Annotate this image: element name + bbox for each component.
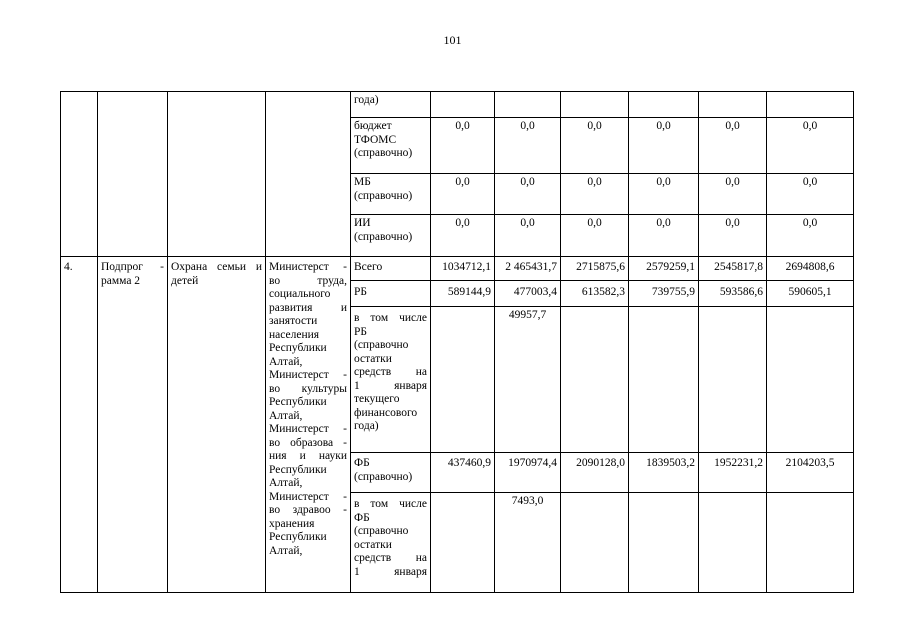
value-cell: 2694808,6 bbox=[767, 257, 854, 281]
source-cell: ФБ (справочно) bbox=[351, 453, 431, 493]
value-cell bbox=[431, 493, 495, 593]
value-cell bbox=[699, 493, 767, 593]
source-cell: ИИ (справочно) bbox=[351, 215, 431, 257]
page-number: 101 bbox=[443, 33, 462, 47]
value-cell bbox=[699, 92, 767, 118]
title-cell bbox=[168, 92, 266, 257]
value-cell bbox=[767, 493, 854, 593]
value-cell: 0,0 bbox=[495, 174, 561, 215]
value-cell bbox=[561, 307, 629, 453]
value-cell: 0,0 bbox=[629, 174, 699, 215]
source-cell: МБ (справочно) bbox=[351, 174, 431, 215]
value-cell: 437460,9 bbox=[431, 453, 495, 493]
value-cell: 1952231,2 bbox=[699, 453, 767, 493]
value-cell: 0,0 bbox=[431, 215, 495, 257]
value-cell bbox=[561, 493, 629, 593]
source-cell: года) bbox=[351, 92, 431, 118]
value-cell: 0,0 bbox=[767, 174, 854, 215]
number-cell bbox=[61, 92, 98, 257]
program-number: 4. bbox=[61, 257, 98, 593]
value-cell bbox=[629, 493, 699, 593]
table-row bbox=[61, 257, 854, 281]
value-cell: 590605,1 bbox=[767, 281, 854, 307]
value-cell: 0,0 bbox=[767, 118, 854, 174]
value-cell: 1970974,4 bbox=[495, 453, 561, 493]
value-cell: 2545817,8 bbox=[699, 257, 767, 281]
name-cell bbox=[98, 92, 168, 257]
value-cell: 0,0 bbox=[699, 215, 767, 257]
value-cell: 0,0 bbox=[629, 118, 699, 174]
value-cell: 49957,7 bbox=[495, 307, 561, 453]
value-cell: 0,0 bbox=[495, 118, 561, 174]
program-name: Подпрог - рамма 2 bbox=[98, 257, 168, 593]
budget-table bbox=[60, 91, 854, 593]
value-cell: 0,0 bbox=[699, 174, 767, 215]
value-cell: 2 465431,7 bbox=[495, 257, 561, 281]
value-cell: 613582,3 bbox=[561, 281, 629, 307]
program-executors: Министерст - во труда, социального развития и занятости населения Республики Алтай, Министерст - во культуры Республики Алтай, Министерст - во образова - ния и науки Республики Алтай, Министерст - во здравоо - хранения Республики Алтай, bbox=[266, 257, 351, 593]
source-cell: Всего bbox=[351, 257, 431, 281]
value-cell: 0,0 bbox=[431, 118, 495, 174]
value-cell bbox=[431, 92, 495, 118]
value-cell: 0,0 bbox=[561, 215, 629, 257]
source-cell: бюджет ТФОМС (справочно) bbox=[351, 118, 431, 174]
value-cell: 2579259,1 bbox=[629, 257, 699, 281]
value-cell: 1839503,2 bbox=[629, 453, 699, 493]
value-cell: 739755,9 bbox=[629, 281, 699, 307]
value-cell bbox=[767, 307, 854, 453]
value-cell bbox=[699, 307, 767, 453]
value-cell: 0,0 bbox=[431, 174, 495, 215]
source-cell: в том числе ФБ (справочно остатки средств на 1 января bbox=[351, 493, 431, 593]
value-cell bbox=[495, 92, 561, 118]
table-row bbox=[61, 92, 854, 118]
source-cell: в том числе РБ (справочно остатки средств на 1 января текущего финансового года) bbox=[351, 307, 431, 453]
source-cell: РБ bbox=[351, 281, 431, 307]
value-cell: 2090128,0 bbox=[561, 453, 629, 493]
value-cell: 1034712,1 bbox=[431, 257, 495, 281]
value-cell: 0,0 bbox=[495, 215, 561, 257]
value-cell: 7493,0 bbox=[495, 493, 561, 593]
value-cell bbox=[767, 92, 854, 118]
value-cell bbox=[629, 92, 699, 118]
value-cell: 589144,9 bbox=[431, 281, 495, 307]
executor-cell bbox=[266, 92, 351, 257]
value-cell: 0,0 bbox=[767, 215, 854, 257]
value-cell bbox=[431, 307, 495, 453]
value-cell: 0,0 bbox=[699, 118, 767, 174]
value-cell: 2715875,6 bbox=[561, 257, 629, 281]
value-cell bbox=[561, 92, 629, 118]
value-cell bbox=[629, 307, 699, 453]
value-cell: 0,0 bbox=[561, 118, 629, 174]
value-cell: 2104203,5 bbox=[767, 453, 854, 493]
value-cell: 0,0 bbox=[629, 215, 699, 257]
value-cell: 593586,6 bbox=[699, 281, 767, 307]
value-cell: 0,0 bbox=[561, 174, 629, 215]
value-cell: 477003,4 bbox=[495, 281, 561, 307]
program-title: Охрана семьи и детей bbox=[168, 257, 266, 593]
